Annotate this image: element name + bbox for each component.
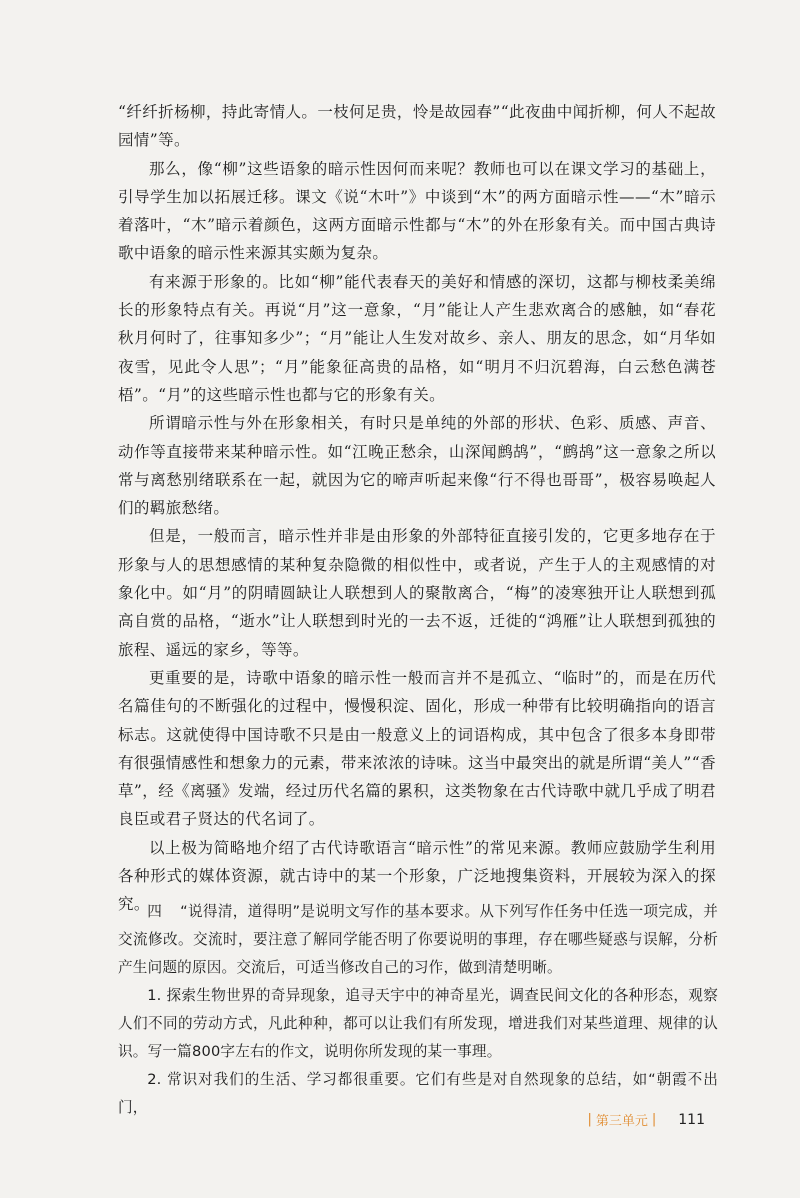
page-footer xyxy=(583,1110,705,1129)
paragraph-subjective-emotion: 但是，一般而言，暗示性并非是由形象的外部特征直接引发的，它更多地存在于形象与人的思想感情的某种复杂隐微的相似性中，或者说，产生于人的主观感情的对象化中。如“月”的阴晴圆缺让人联想到人的聚散离合，“梅”的凌寒独开让人联想到孤高自赏的品格，“逝水”让人联想到时光的一去不返，迁徙的“鸿雁”让人联想到孤独的旅程、遥远的家乡，等等。 xyxy=(118,527,716,659)
footer-separator-left: | xyxy=(587,1112,592,1127)
paragraph-external-form: 所谓暗示性与外在形象相关，有时只是单纯的外部的形状、色彩、质感、声音、动作等直接带来某种暗示性。如“江晚正愁余，山深闻鹧鸪”，“鹧鸪”这一意象之所以常与离愁别绪联系在一起，就因为它的啼声听起来像“行不得也哥哥”，极容易唤起人们的羁旅愁绪。 xyxy=(118,414,716,518)
paragraph-poem-quotes: “纤纤折杨柳，持此寄情人。一枝何足贵，怜是故园春”“此夜曲中闻折柳，何人不起故园情”等。 xyxy=(118,103,716,150)
footer-separator-right: | xyxy=(651,1112,657,1127)
unit-label: 第三单元 xyxy=(595,1114,648,1129)
paragraph-summary: 以上极为简略地介绍了古代诗歌语言“暗示性”的常见来源。教师应鼓励学生利用各种形式的媒体资源，就古诗中的某一个形象，广泛地搜集资料，开展较为深入的探究。 xyxy=(118,838,716,914)
article-body xyxy=(118,98,716,919)
writing-task-section xyxy=(118,898,718,1122)
section-number: 四 xyxy=(147,903,163,920)
task-item-2: 2. 常识对我们的生活、学习都很重要。它们有些是对自然现象的总结，如“朝霞不出门， xyxy=(118,1071,718,1116)
task-intro-text: “说得清，道得明”是说明文写作的基本要求。从下列写作任务中任选一项完成，并交流修改。交流时，要注意了解同学能否明了你要说明的事理，存在哪些疑惑与误解，分析产生问题的原因。交流后，可适当修改自己的习作，做到清楚明晰。 xyxy=(118,903,718,976)
paragraph-willow-question: 那么，像“柳”这些语象的暗示性因何而来呢？教师也可以在课文学习的基础上，引导学生加以拓展迁移。课文《说“木叶”》中谈到“木”的两方面暗示性——“木”暗示着落叶，“木”暗示着颜色，这两方面暗示性都与“木”的外在形象有关。而中国古典诗歌中语象的暗示性来源其实颇为复杂。 xyxy=(118,159,716,263)
task-item-1: 1. 探索生物世界的奇异现象，追寻天宇中的神奇星光，调查民间文化的各种形态，观察人们不同的劳动方式，凡此种种，都可以让我们有所发现，增进我们对某些道理、规律的认识。写一篇800字左右的作文，说明你所发现的某一事理。 xyxy=(118,987,718,1060)
task-intro xyxy=(118,898,718,982)
paragraph-form-source: 有来源于形象的。比如“柳”能代表春天的美好和情感的深切，这都与柳枝柔美绵长的形象特点有关。再说“月”这一意象，“月”能让人产生悲欢离合的感触，如“春花秋月何时了，往事知多少”；“月”能让人生发对故乡、亲人、朋友的思念，如“月华如夜雪，见此令人思”；“月”能象征高贵的品格，如“明月不归沉碧海，白云愁色满苍梧”。“月”的这些暗示性也都与它的形象有关。 xyxy=(118,272,716,404)
paragraph-accumulation: 更重要的是，诗歌中语象的暗示性一般而言并不是孤立、“临时”的，而是在历代名篇佳句的不断强化的过程中，慢慢积淀、固化，形成一种带有比较明确指向的语言标志。这就使得中国诗歌不只是由一般意义上的词语构成，其中包含了很多本身即带有很强情感性和想象力的元素，带来浓浓的诗味。这当中最突出的就是所谓“美人”“香草”，经《离骚》发端，经过历代名篇的累积，这类物象在古代诗歌中就几乎成了明君良臣或君子贤达的代名词了。 xyxy=(118,668,716,829)
page-number: 111 xyxy=(678,1111,705,1128)
